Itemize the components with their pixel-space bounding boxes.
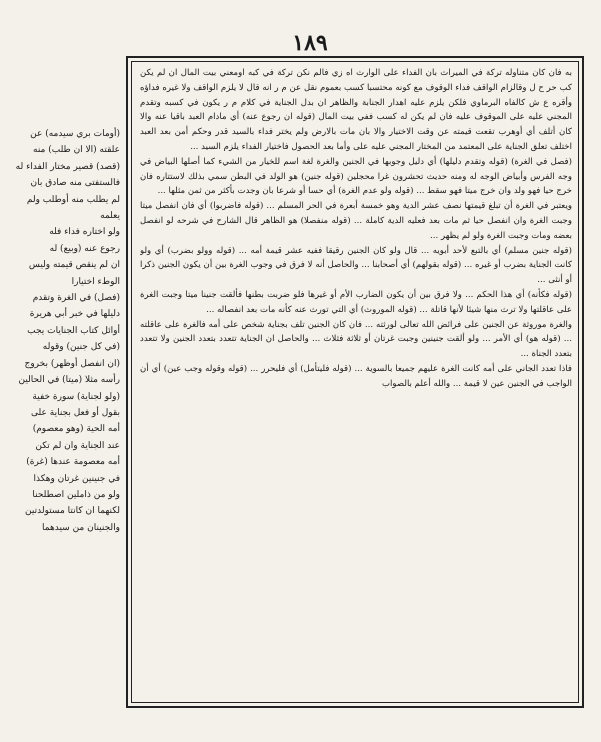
margin-line: (أومات بري سيدمه) عن (30, 129, 120, 139)
margin-line: (ان انفصل أوظهر) بخروج (24, 358, 120, 369)
margin-line: (قصد) قصير مختار الفداء له (15, 161, 120, 172)
margin-line: علقته (الا ان طلب) منه (33, 145, 120, 156)
main-paragraph: (قوله فكأنه) أي هذا الحكم ... ولا فرق بين أن يكون الضارب الأم أو غيرها فلو ضربت بطنها فألقت جنينا ميتا وجبت الغرة على عاقلتها ولا ترث منها شيئا لأنها قاتلة ... (قوله الموروث) أي التي تورث عنه كأنه مات بعد انفصاله ... (140, 289, 572, 315)
margin-line: لكنهما ان كانتا مستولدتين (25, 506, 120, 517)
margin-line: أمه معصومة عندها (غرة) (26, 457, 120, 468)
margin-line: ان لم ينقص قيمته وليس (28, 260, 120, 271)
page-number: ١٨٩ (292, 30, 328, 56)
margin-line: والجنينان من سيدهما (42, 522, 120, 533)
main-paragraph: فاذا تعدد الجاني على أمه كانت الغرة عليهم جميعا بالسوية ... (قوله فليتأمل) أي فليحرر ... (قوله وقوله وجب عين) أي أن الواجب في الجنين عين لا قيمة ... والله أعلم بالصواب (140, 363, 572, 389)
margin-line: رجوع عنه (وبيع) له (49, 243, 120, 254)
main-paragraph: به فان كان متناوله تركة في الميراث بان الفداء على الوارث اه زي فالم نكن تركة في كبه اومعني بيت المال ان لم يكن كب حر ح ل وقالزام الواقف فداء الوقوف مع كونه محتسبا كسب بعموم نقل عن م ر انه قال لا يلزم الواقف ولا غيره فداؤه وأقره ع ش كالفاه البرماوي فلكن يلزم عليه اهدار الجنابة والظاهر ان بدل الجناية في كلام م ر يكون في كسبه وتقدم المجني عليه على الموقوف عليه فان لم يكن له كسب ففي بيت المال (قوله ان رجوع عنه) أي مادام العبد باقيا عنه والا كان أتلف أي أوهرب تقعت قيمته عن وقت الاختيار والا بان مات بالارض ولم يختر فداء بالسيد قدر وحكم أمن بعد العبد اختلف تعلق الجناية على المعتمد من المختار المجني عليه على وأما بعد الحصول فاختيار الفداء يلزم السيد ... (140, 68, 572, 152)
margin-line: دليلها في خبر أبي هريرة (29, 309, 120, 320)
margin-line: ولو اختاره فداء فله (49, 227, 120, 238)
margin-line: (فصل) في الغرة وتقدم (32, 293, 120, 304)
main-paragraph: (قوله جنين مسلم) أي بالتبع لأحد أبويه ... قال ولو كان الجنين رقيقا ففيه عشر قيمة أمه ... (قوله وولو بضرب) أي ولو كانت الجناية بضرب أو غيره ... (قوله بقولهم) أي أصحابنا ... والحاصل أنه لا فرق في وجوب الغرة بين أن يكون الجنين ذكرا أو أنثى ... (140, 245, 572, 286)
margin-line: (في كل جنين) وقوله (42, 342, 120, 353)
margin-line: رأسه مثلا (ميتا) في الحالين (18, 375, 120, 386)
margin-note-block (8, 126, 120, 586)
margin-line: فالستفتى منه صادق بان (30, 178, 120, 189)
main-paragraph: ويعتبر في الغرة أن تبلغ قيمتها نصف عشر الدية وهو خمسة أبعرة في الحر المسلم ... (قوله فاضربوا) أي فان انفصل ميتا وجبت الغرة وان انفصل حيا ثم مات بعد فعليه الدية كاملة ... (قوله منفصلا) هو الظاهر قال الشارح في شرحه لو انفصل بعضه ومات وجبت الغرة ولو لم يظهر ... (140, 201, 572, 241)
margin-line: لم يطلب منه أوطلب ولم يعلمه (26, 194, 120, 222)
main-text-block (140, 66, 572, 698)
margin-line: أوائل كتاب الجنايات يجب (27, 325, 120, 336)
margin-line: عند الجناية وان لم تكن (35, 440, 120, 451)
margin-line: (ولو لجناية) سورة خفية (32, 391, 120, 402)
margin-line: بقول أو فعل بجناية على (31, 407, 120, 418)
main-paragraph: والغرة موروثة عن الجنين على فرائض الله تعالى لورثته ... فان كان الجنين تلف بجناية شخص على أمه فالغرة على عاقلته ... (قوله هو) أي الأمر ... ولو ألقت جنينين وجبت غرتان أو ثلاثة فثلاث ... والحاصل ان الجناية تتعدد بتعدد الجنين ولا تتعدد بتعدد الجناة ... (140, 319, 572, 360)
margin-line: ولو من ذاملين اصطلحنا (32, 489, 120, 500)
margin-line: في جنينين غرتان وهكذا (33, 473, 120, 484)
main-paragraph: (فصل في الغرة) (قوله وتقدم دليلها) أي دليل وجوبها في الجنين والغرة لغة اسم للخيار من الشيء كما أصلها البياض في وجه الفرس وأبياض الوجه له ومنه حديث تحشرون غرا محجلين (قوله جنين) هو الولد في البطن سمي بذلك لاستتاره فان خرج حيا فهو ولد وان خرج ميتا فهو سقط ... (قوله ولو عدم الغرة) أي حسا أو شرعا بان وجدت بأكثر من ثمن مثلها ... (140, 156, 572, 197)
margin-line: الوطء اختيارا (71, 276, 120, 287)
margin-line: أمه الحية (وهو معصوم) (32, 424, 120, 435)
